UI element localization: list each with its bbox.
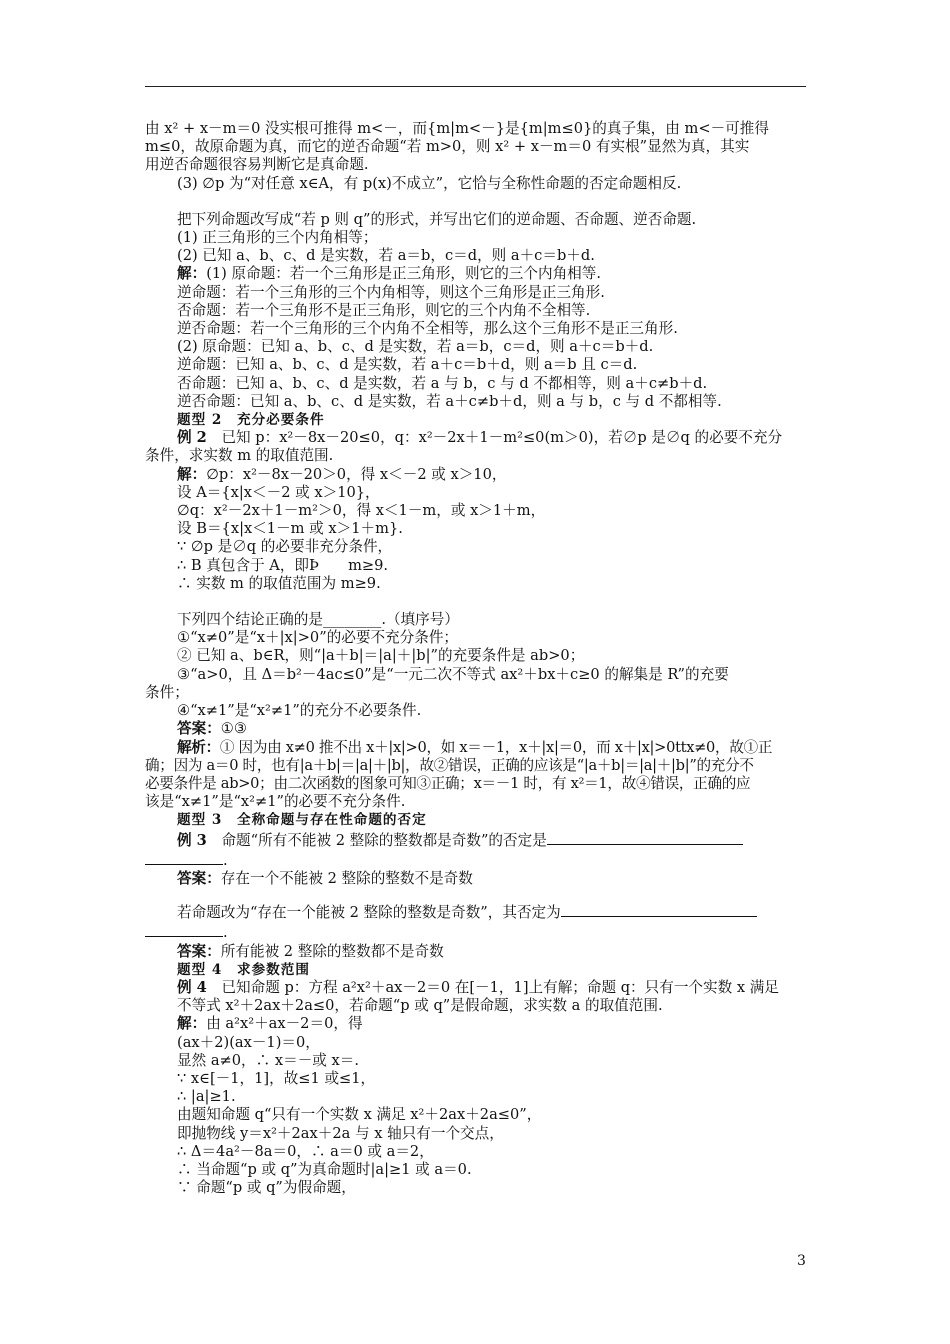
line-text: ∵ 命题“p 或 q”为假命题， <box>177 1179 356 1197</box>
text-line <box>145 575 806 593</box>
line-text: ∴ B 真包含于 A，即Þ m≥9. <box>177 556 389 574</box>
answer-blank <box>547 830 743 845</box>
line-text: 解：由 a²x²＋ax－2＝0，得 <box>177 1015 363 1033</box>
text-line <box>145 229 806 247</box>
line-text: ∵ x∈[－1，1]，故≤1 或≤1， <box>177 1069 376 1087</box>
line-text: (2) 原命题：已知 a、b、c、d 是实数，若 a＝b，c＝d，则 a＋c＝b＋d. <box>177 338 654 356</box>
text-line <box>145 830 806 850</box>
text-line <box>145 1052 806 1070</box>
line-text: 由题知命题 q“只有一个实数 x 满足 x²＋2ax＋2a≤0”， <box>177 1106 542 1124</box>
line-text: 即抛物线 y＝x²＋2ax＋2a 与 x 轴只有一个交点， <box>177 1124 504 1142</box>
text-line <box>145 997 806 1015</box>
text-line <box>145 356 806 374</box>
line-text: 答案：①③ <box>177 720 247 738</box>
text-line <box>145 757 806 775</box>
text-line <box>145 247 806 265</box>
text-line <box>145 739 806 757</box>
answer-blank <box>561 902 757 917</box>
line-text: 逆命题：已知 a、b、c、d 是实数，若 a＋c＝b＋d，则 a＝b 且 c＝d. <box>177 356 638 374</box>
line-text: 设 A＝{x|x＜－2 或 x＞10}， <box>177 483 380 501</box>
line-text: ② 已知 a、b∈R，则“|a＋b|＝|a|＋|b|”的充要条件是 ab>0； <box>177 647 585 665</box>
text-line <box>145 870 806 888</box>
text-line <box>145 1034 806 1052</box>
page-body <box>145 120 806 1197</box>
text-line <box>145 1015 806 1033</box>
line-text: 下列四个结论正确的是________.（填序号） <box>177 611 459 629</box>
line-text: ③“a>0，且 Δ＝b²－4ac≤0”是“一元二次不等式 ax²＋bx＋c≥0 的解集是 R”的充要 <box>177 665 729 683</box>
text-line <box>145 1088 806 1106</box>
line-text: 题型 3 全称命题与存在性命题的否定 <box>177 812 427 829</box>
answer-blank <box>145 922 223 937</box>
section-heading <box>145 961 806 979</box>
line-text: 不等式 x²＋2ax＋2a≤0，若命题“p 或 q”是假命题，求实数 a 的取值范围. <box>177 997 663 1015</box>
text-line <box>145 520 806 538</box>
line-text: ④“x≠1”是“x²≠1”的充分不必要条件. <box>177 702 422 720</box>
section-heading <box>145 811 806 829</box>
line-text: 条件，求实数 m 的取值范围. <box>145 447 334 465</box>
text-line <box>145 922 806 942</box>
header-rule <box>145 86 806 87</box>
line-text: 该是“x≠1”是“x²≠1”的必要不充分条件. <box>145 793 406 811</box>
line-text: 用逆否命题很容易判断它是真命题. <box>145 156 369 174</box>
text-line <box>145 538 806 556</box>
line-text: 否命题：若一个三角形不是正三角形，则它的三个内角不全相等. <box>177 301 591 319</box>
text-line <box>145 375 806 393</box>
line-text: 必要条件是 ab>0；由二次函数的图象可知③正确；x＝－1 时，有 x²＝1，故④错误，正确的应 <box>145 774 751 792</box>
line-text: 显然 a≠0，∴ x＝－或 x＝. <box>177 1051 359 1069</box>
text-line <box>145 175 806 193</box>
text-line <box>145 338 806 356</box>
text-line <box>145 429 806 447</box>
line-text: 确；因为 a＝0 时，也有|a＋b|＝|a|＋|b|，故②错误，正确的应该是“|a＋b|＝|a|＋|b|”的充分不 <box>145 756 754 774</box>
line-text: 把下列命题改写成“若 p 则 q”的形式，并写出它们的逆命题、否命题、逆否命题. <box>177 210 697 228</box>
text-line <box>145 393 806 411</box>
text-line <box>145 265 806 283</box>
line-text: 若命题改为“存在一个能被 2 整除的整数是奇数”，其否定为 <box>177 904 561 922</box>
text-line <box>145 611 806 629</box>
line-tail: . <box>223 924 228 942</box>
text-line <box>145 120 806 138</box>
text-line <box>145 1070 806 1088</box>
line-text: 否命题：已知 a、b、c、d 是实数，若 a 与 b，c 与 d 不都相等，则 a＋c≠b＋d. <box>177 374 708 392</box>
line-text: ∅q：x²－2x＋1－m²＞0，得 x＜1－m，或 x＞1＋m， <box>177 502 546 520</box>
line-text: 逆否命题：若一个三角形的三个内角不全相等，那么这个三角形不是正三角形. <box>177 320 678 338</box>
text-line <box>145 850 806 870</box>
text-line <box>145 666 806 684</box>
line-text: 条件； <box>145 683 189 701</box>
text-line <box>145 302 806 320</box>
text-line <box>145 284 806 302</box>
line-text: ∴ 当命题“p 或 q”为真命题时|a|≥1 或 a＝0. <box>177 1160 472 1178</box>
text-line <box>145 720 806 738</box>
line-text: 例 3 命题“所有不能被 2 整除的整数都是奇数”的否定是 <box>177 831 547 849</box>
text-line <box>145 902 806 922</box>
line-text: 题型 4 求参数范围 <box>177 961 310 978</box>
line-text: ∵ ∅p 是∅q 的必要非充分条件， <box>177 538 393 556</box>
text-line <box>145 793 806 811</box>
spacer <box>145 193 806 211</box>
line-text: 例 4 已知命题 p：方程 a²x²＋ax－2＝0 在[－1，1]上有解；命题 q：只有一个实数 x 满足 <box>177 978 779 996</box>
text-line <box>145 943 806 961</box>
text-line <box>145 466 806 484</box>
line-text: 解：(1) 原命题：若一个三角形是正三角形，则它的三个内角相等. <box>177 265 601 283</box>
text-line <box>145 629 806 647</box>
text-line <box>145 1143 806 1161</box>
answer-blank <box>145 850 223 865</box>
text-line <box>145 557 806 575</box>
line-text: ∴ Δ＝4a²－8a＝0，∴ a＝0 或 a＝2， <box>177 1142 434 1160</box>
line-text: (2) 已知 a、b、c、d 是实数，若 a＝b，c＝d，则 a＋c＝b＋d. <box>177 247 595 265</box>
text-line <box>145 979 806 997</box>
line-text: 答案：存在一个不能被 2 整除的整数不是奇数 <box>177 869 473 887</box>
line-text: (3) ∅p 为“对任意 x∈A，有 p(x)不成立”，它恰与全称性命题的否定命题相反. <box>177 174 682 192</box>
text-line <box>145 156 806 174</box>
text-line <box>145 138 806 156</box>
line-text: 逆命题：若一个三角形的三个内角相等，则这个三角形是正三角形. <box>177 283 605 301</box>
line-text: ①“x≠0”是“x＋|x|>0”的必要不充分条件； <box>177 629 459 647</box>
line-text: 解析：① 因为由 x≠0 推不出 x＋|x|>0，如 x＝－1，x＋|x|＝0，而 x＋|x|>0ttx≠0，故①正 <box>177 738 773 756</box>
text-line <box>145 702 806 720</box>
line-text: 题型 2 充分必要条件 <box>177 412 325 429</box>
line-text: (ax＋2)(ax－1)＝0， <box>177 1033 320 1051</box>
line-text: 例 2 已知 p：x²－8x－20≤0，q：x²－2x＋1－m²≤0(m＞0)，若∅p 是∅q 的必要不充分 <box>177 429 783 447</box>
spacer <box>145 593 806 611</box>
text-line <box>145 684 806 702</box>
text-line <box>145 1125 806 1143</box>
spacer <box>145 888 806 902</box>
text-line <box>145 320 806 338</box>
text-line <box>145 447 806 465</box>
line-text: ∴ 实数 m 的取值范围为 m≥9. <box>177 574 381 592</box>
text-line <box>145 484 806 502</box>
line-text: m≤0，故原命题为真，而它的逆否命题“若 m>0，则 x² + x－m＝0 有实根”显然为真，其实 <box>145 138 750 156</box>
text-line <box>145 502 806 520</box>
line-text: 逆否命题：已知 a、b、c、d 是实数，若 a＋c≠b＋d，则 a 与 b，c 与 d 不都相等. <box>177 392 722 410</box>
line-text: (1) 正三角形的三个内角相等； <box>177 229 378 247</box>
section-heading <box>145 411 806 429</box>
text-line <box>145 647 806 665</box>
line-tail: . <box>223 851 228 869</box>
text-line <box>145 1106 806 1124</box>
text-line <box>145 1161 806 1179</box>
text-line <box>145 1179 806 1197</box>
line-text: 设 B＝{x|x＜1－m 或 x＞1＋m}. <box>177 520 403 538</box>
line-text: 答案：所有能被 2 整除的整数都不是奇数 <box>177 942 444 960</box>
line-text: 解：∅p：x²－8x－20＞0，得 x＜－2 或 x＞10， <box>177 465 507 483</box>
page-number: 3 <box>797 1253 806 1269</box>
text-line <box>145 775 806 793</box>
line-text: 由 x² + x－m＝0 没实根可推得 m<－，而{m|m<－}是{m|m≤0}的真子集，由 m<－可推得 <box>145 120 769 137</box>
line-text: ∴ |a|≥1. <box>177 1088 236 1106</box>
text-line <box>145 211 806 229</box>
